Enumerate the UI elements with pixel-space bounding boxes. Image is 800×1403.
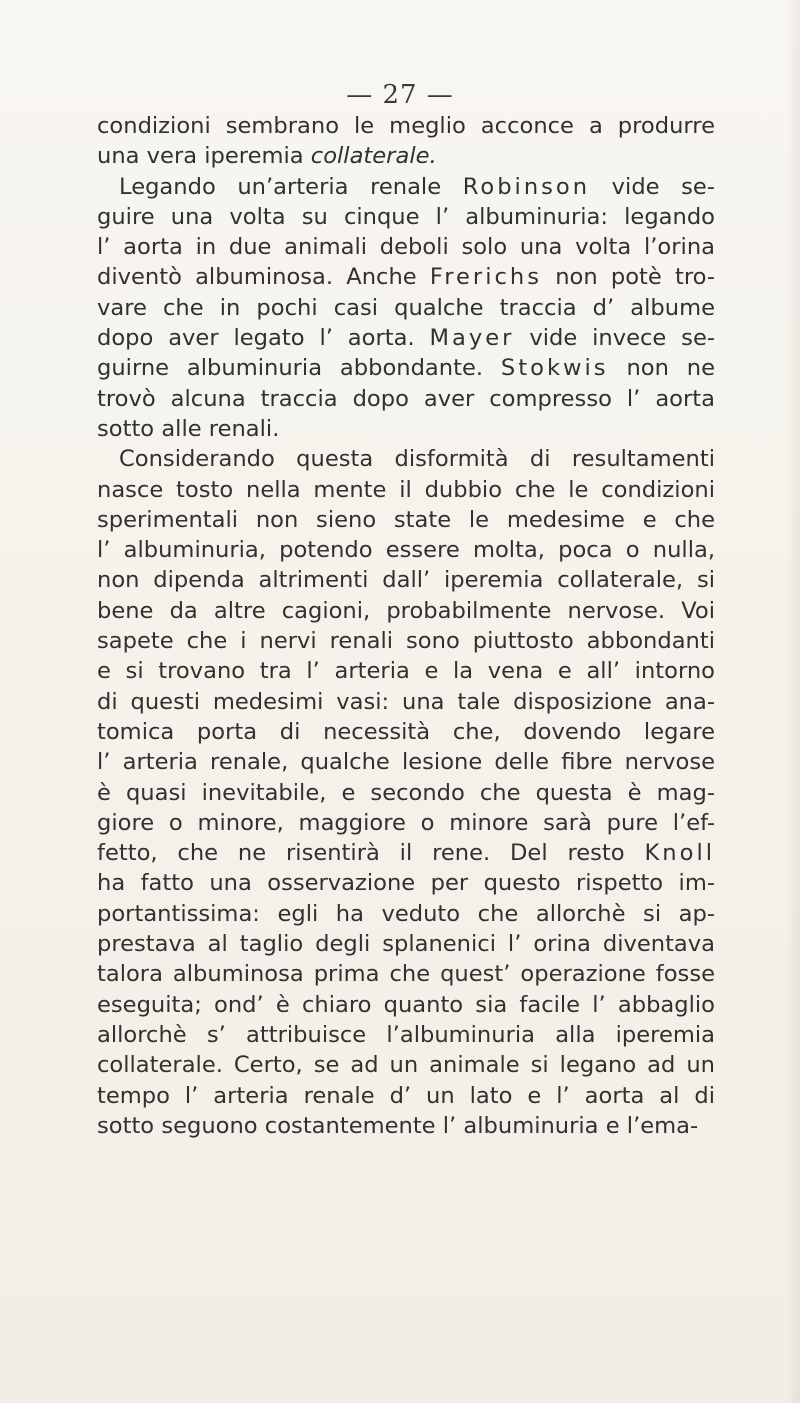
text-line	[97, 959, 715, 989]
text-segment: non ne	[608, 355, 715, 382]
text-segment: fetto, che ne risentirà il rene. Del resto	[97, 840, 645, 867]
text-line	[97, 353, 715, 383]
text-segment: sotto seguono costantemente l’ albuminuria e l’ema-	[97, 1112, 699, 1139]
text-line	[97, 1020, 715, 1050]
text-line	[97, 172, 715, 202]
page-edge-shadow	[786, 0, 800, 1403]
text-line	[97, 808, 715, 838]
text-segment: tempo l’ arteria renale d’ un lato e l’ aorta al di	[97, 1082, 715, 1109]
text-segment: l’ albuminuria, potendo essere molta, poca o nulla,	[97, 537, 715, 564]
text-segment: prestava al taglio degli splanenici l’ orina diventava	[97, 931, 715, 958]
text-line	[97, 323, 715, 353]
text-segment: nasce tosto nella mente il dubbio che le condizioni	[97, 476, 715, 503]
text-segment: vide se-	[590, 173, 715, 200]
text-segment: giore o minore, maggiore o minore sarà pure l’ef-	[97, 809, 715, 836]
text-segment: tomica porta di necessità che, dovendo legare	[97, 718, 715, 745]
text-line	[97, 778, 715, 808]
author-name: Mayer	[429, 325, 515, 352]
text-segment: non dipenda altrimenti dall’ iperemia collaterale, si	[97, 567, 715, 594]
text-line	[97, 475, 715, 505]
text-segment: portantissima: egli ha veduto che allorchè si ap-	[97, 900, 715, 927]
text-line	[97, 202, 715, 232]
text-segment: Considerando questa disformità di resultamenti	[119, 446, 715, 473]
text-line	[97, 1050, 715, 1080]
text-segment: è quasi inevitabile, e secondo che questa è mag-	[97, 779, 715, 806]
text-line	[97, 929, 715, 959]
text-line	[97, 747, 715, 777]
text-segment: trovò alcuna traccia dopo aver compresso l’ aorta	[97, 385, 715, 412]
text-line	[97, 293, 715, 323]
text-line	[97, 596, 715, 626]
text-segment: di questi medesimi vasi: una tale disposizione ana-	[97, 688, 715, 715]
text-line	[97, 141, 715, 171]
text-line	[97, 111, 715, 141]
text-segment: collaterale. Certo, se ad un animale si legano ad un	[97, 1052, 715, 1079]
text-line	[97, 414, 715, 444]
text-segment: sotto alle renali.	[97, 415, 280, 442]
text-segment: guirne albuminuria abbondante.	[97, 355, 501, 382]
text-line	[97, 990, 715, 1020]
text-line	[97, 626, 715, 656]
body-text	[97, 111, 715, 1141]
text-segment: e si trovano tra l’ arteria e la vena e all’ intorno	[97, 658, 715, 685]
text-segment: sperimentali non sieno state le medesime e che	[97, 506, 715, 533]
text-line	[97, 868, 715, 898]
text-segment: talora albuminosa prima che quest’ operazione fosse	[97, 961, 715, 988]
author-name: Knoll	[644, 840, 715, 867]
text-line	[97, 444, 715, 474]
italic-term: collaterale.	[310, 143, 437, 170]
text-segment: non potè tro-	[542, 264, 716, 291]
text-line	[97, 899, 715, 929]
text-line	[97, 838, 715, 868]
text-segment: l’ arteria renale, qualche lesione delle fibre nervose	[97, 749, 715, 776]
text-segment: allorchè s’ attribuisce l’albuminuria alla iperemia	[97, 1021, 715, 1048]
text-segment: l’ aorta in due animali deboli solo una volta l’orina	[97, 234, 715, 261]
page-number: — 27 —	[346, 80, 454, 110]
text-line	[97, 1081, 715, 1111]
text-segment: ha fatto una osservazione per questo rispetto im-	[97, 870, 715, 897]
text-segment: condizioni sembrano le meglio acconce a produrre	[97, 113, 715, 139]
text-segment: vare che in pochi casi qualche traccia d’ albume	[97, 294, 715, 321]
text-segment: diventò albuminosa. Anche	[97, 264, 430, 291]
text-line	[97, 687, 715, 717]
text-segment: sapete che i nervi renali sono piuttosto abbondanti	[97, 628, 715, 655]
text-line	[97, 384, 715, 414]
text-segment: Legando un’arteria renale	[119, 173, 463, 200]
text-segment: vide invece se-	[514, 325, 716, 352]
text-line	[97, 505, 715, 535]
author-name: Stokwis	[500, 355, 609, 382]
author-name: Robinson	[462, 173, 591, 200]
text-segment: bene da altre cagioni, probabilmente nervose. Voi	[97, 597, 715, 624]
text-line	[97, 262, 715, 292]
text-segment: eseguita; ond’ è chiaro quanto sia facile l’ abbaglio	[97, 991, 715, 1018]
text-segment: una vera iperemia	[97, 143, 311, 170]
text-line	[97, 535, 715, 565]
text-line	[97, 1111, 715, 1141]
text-segment: guire una volta su cinque l’ albuminuria: legando	[97, 203, 715, 230]
text-line	[97, 656, 715, 686]
text-segment: dopo aver legato l’ aorta.	[97, 325, 430, 352]
text-line	[97, 717, 715, 747]
author-name: Frerichs	[429, 264, 543, 291]
text-line	[97, 565, 715, 595]
text-line	[97, 232, 715, 262]
